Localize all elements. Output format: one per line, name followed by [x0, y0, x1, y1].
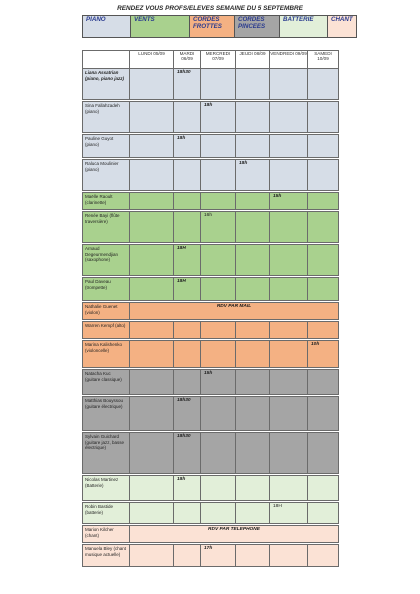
- day-header: SAMEDI 10/09: [308, 51, 339, 69]
- empty-slot: [308, 397, 339, 431]
- empty-slot: [174, 193, 201, 210]
- student-name: Matthias Bouyssou (guitare électrique): [83, 397, 130, 431]
- instrument-legend: [82, 15, 357, 38]
- student-name: Sina Fallahzadeh (piano): [83, 102, 130, 133]
- empty-slot: [270, 370, 308, 395]
- empty-slot: [270, 69, 308, 100]
- empty-slot: [130, 135, 174, 158]
- empty-slot: [236, 545, 270, 567]
- empty-slot: [270, 545, 308, 567]
- empty-slot: [201, 322, 236, 339]
- student-row: [83, 102, 339, 133]
- student-row: [83, 433, 339, 474]
- legend-cordes-frottes: CORDES FROTTES: [190, 16, 235, 38]
- empty-slot: [130, 341, 174, 368]
- student-row: [83, 322, 339, 339]
- empty-slot: [201, 341, 236, 368]
- empty-slot: [236, 278, 270, 301]
- separator-cell: [83, 567, 339, 569]
- legend-piano: PIANO: [83, 16, 131, 38]
- empty-slot: [236, 476, 270, 501]
- student-row: [83, 341, 339, 368]
- empty-slot: [308, 160, 339, 191]
- schedule-table: [82, 50, 339, 568]
- empty-slot: [130, 503, 174, 524]
- empty-slot: [236, 370, 270, 395]
- student-row: [83, 476, 339, 501]
- empty-slot: [236, 245, 270, 276]
- student-row: [83, 503, 339, 524]
- empty-slot: [270, 341, 308, 368]
- empty-slot: [130, 370, 174, 395]
- empty-slot: [201, 476, 236, 501]
- empty-slot: [236, 503, 270, 524]
- empty-slot: [174, 545, 201, 567]
- empty-slot: [308, 370, 339, 395]
- student-name: Maëlle Raoult (clarinette): [83, 193, 130, 210]
- empty-slot: [308, 69, 339, 100]
- student-name: Marina Kalishenko (violoncelle): [83, 341, 130, 368]
- empty-slot: [130, 545, 174, 567]
- empty-slot: [270, 212, 308, 243]
- empty-slot: [130, 160, 174, 191]
- student-row: [83, 526, 339, 543]
- row-separator: [83, 567, 339, 569]
- empty-slot: [130, 322, 174, 339]
- appointment-time: 15h: [201, 370, 236, 395]
- empty-slot: [308, 433, 339, 474]
- appointment-time: 18h: [201, 102, 236, 133]
- empty-slot: [236, 341, 270, 368]
- student-name: Nathalie Guenet (violon): [83, 303, 130, 320]
- page-title: RENDEZ VOUS PROFS/ELEVES SEMAINE DU 5 SEPTEMBRE: [117, 5, 303, 12]
- empty-slot: [174, 322, 201, 339]
- student-name: Natacha Kuc (guitare classique): [83, 370, 130, 395]
- empty-slot: [130, 102, 174, 133]
- student-row: [83, 160, 339, 191]
- empty-slot: [130, 278, 174, 301]
- legend-batterie: BATTERIE: [280, 16, 328, 38]
- empty-slot: [236, 322, 270, 339]
- empty-slot: [308, 278, 339, 301]
- student-row: [83, 303, 339, 320]
- day-header: MERCREDI 07/09: [201, 51, 236, 69]
- empty-slot: [174, 341, 201, 368]
- empty-slot: [201, 193, 236, 210]
- appointment-time: 15h: [270, 193, 308, 210]
- student-name: Pauline Guyot (piano): [83, 135, 130, 158]
- appointment-time: 16h: [201, 212, 236, 243]
- empty-slot: [270, 397, 308, 431]
- student-row: [83, 278, 339, 301]
- empty-slot: [201, 278, 236, 301]
- appointment-time: 18h30: [174, 433, 201, 474]
- empty-slot: [270, 278, 308, 301]
- empty-slot: [270, 433, 308, 474]
- student-row: [83, 212, 339, 243]
- empty-slot: [174, 212, 201, 243]
- empty-slot: [308, 102, 339, 133]
- appointment-time: 18h30: [174, 69, 201, 100]
- empty-slot: [308, 503, 339, 524]
- student-name: Liana Assatrian (piano, piano jazz): [83, 69, 130, 100]
- student-name: Renée Bayi (flûte traversière): [83, 212, 130, 243]
- student-name: Marion Kilcher (chant): [83, 526, 130, 543]
- empty-slot: [236, 135, 270, 158]
- schedule-header: [83, 51, 339, 69]
- empty-slot: [270, 102, 308, 133]
- empty-slot: [308, 135, 339, 158]
- empty-slot: [130, 433, 174, 474]
- empty-slot: [308, 245, 339, 276]
- student-name: Warren Kempf (alto): [83, 322, 130, 339]
- student-row: [83, 193, 339, 210]
- empty-slot: [130, 212, 174, 243]
- appointment-time: 18h: [236, 160, 270, 191]
- appointment-note: RDV PAR MAIL: [130, 303, 339, 320]
- appointment-time: 18h: [174, 135, 201, 158]
- empty-slot: [270, 160, 308, 191]
- day-header: JEUDI 08/09: [236, 51, 270, 69]
- legend-cordes-pincees: CORDES PINCEES: [235, 16, 280, 38]
- student-name: Manuela Bley (chant musique actuelle): [83, 545, 130, 567]
- student-name: Paul Daveau (trompette): [83, 278, 130, 301]
- student-name: Robin Bastide (batterie): [83, 503, 130, 524]
- empty-slot: [270, 322, 308, 339]
- appointment-time: 10h: [308, 341, 339, 368]
- appointment-time: 18h: [174, 476, 201, 501]
- empty-slot: [236, 212, 270, 243]
- empty-slot: [174, 370, 201, 395]
- appointment-time: 18h30: [174, 397, 201, 431]
- appointment-note: RDV PAR TELEPHONE: [130, 526, 339, 543]
- day-header: MARDI 06/09: [174, 51, 201, 69]
- appointment-time: 18H: [270, 503, 308, 524]
- student-row: [83, 370, 339, 395]
- empty-slot: [236, 69, 270, 100]
- empty-slot: [174, 160, 201, 191]
- empty-slot: [308, 476, 339, 501]
- student-name: Nicolas Martinez (Batterie): [83, 476, 130, 501]
- empty-slot: [270, 135, 308, 158]
- student-row: [83, 135, 339, 158]
- empty-slot: [270, 476, 308, 501]
- empty-slot: [201, 69, 236, 100]
- empty-slot: [130, 397, 174, 431]
- student-row: [83, 245, 339, 276]
- empty-slot: [201, 397, 236, 431]
- empty-slot: [308, 212, 339, 243]
- appointment-time: 18H: [174, 278, 201, 301]
- legend-chant: CHANT: [328, 16, 357, 38]
- empty-slot: [236, 102, 270, 133]
- empty-slot: [201, 135, 236, 158]
- empty-slot: [308, 322, 339, 339]
- day-header: LUNDI 05/09: [130, 51, 174, 69]
- student-name: Raluca Moulinier (piano): [83, 160, 130, 191]
- empty-slot: [308, 193, 339, 210]
- empty-slot: [201, 245, 236, 276]
- appointment-time: 18H: [174, 245, 201, 276]
- empty-slot: [174, 102, 201, 133]
- student-name: Sylvain Guichard (guitare jazz, basse électrique): [83, 433, 130, 474]
- empty-slot: [130, 245, 174, 276]
- empty-slot: [201, 160, 236, 191]
- empty-slot: [270, 245, 308, 276]
- empty-slot: [201, 433, 236, 474]
- day-header: VENDREDI 09/09: [270, 51, 308, 69]
- empty-slot: [174, 503, 201, 524]
- student-row: [83, 397, 339, 431]
- header-student: [83, 51, 130, 69]
- empty-slot: [130, 69, 174, 100]
- empty-slot: [236, 193, 270, 210]
- empty-slot: [236, 397, 270, 431]
- student-name: Arnaud Degeurmendjian (saxophone): [83, 245, 130, 276]
- empty-slot: [236, 433, 270, 474]
- empty-slot: [201, 503, 236, 524]
- empty-slot: [308, 545, 339, 567]
- student-row: [83, 545, 339, 567]
- appointment-time: 17h: [201, 545, 236, 567]
- empty-slot: [130, 193, 174, 210]
- legend-vents: VENTS: [131, 16, 190, 38]
- empty-slot: [130, 476, 174, 501]
- student-row: [83, 69, 339, 100]
